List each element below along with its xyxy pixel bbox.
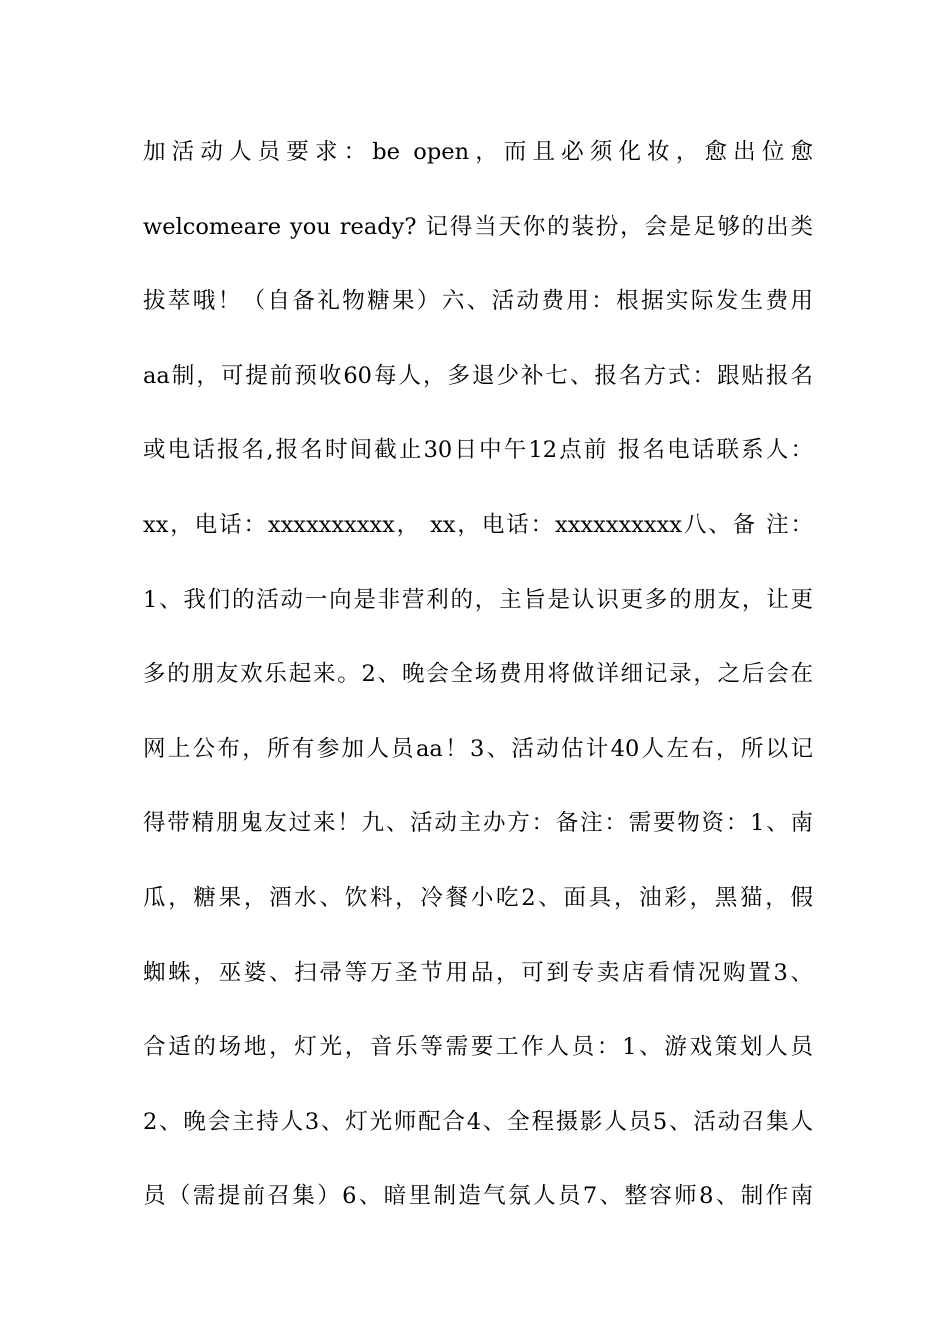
text-line: welcomeare you ready? 记得当天你的装扮，会是足够的出类 [143,213,813,240]
text-line: 瓜，糖果，酒水、饮料，冷餐小吃2、面具，油彩，黑猫，假 [143,884,813,911]
text-line: 拔萃哦！（自备礼物糖果）六、活动费用：根据实际发生费用 [143,288,813,315]
text-line: 多的朋友欢乐起来。2、晚会全场费用将做详细记录，之后会在 [143,661,813,688]
text-line: 或电话报名,报名时间截止30日中午12点前 报名电话联系人： [143,437,813,464]
text-line: 加活动人员要求：be open，而且必须化妆，愈出位愈 [143,139,813,165]
text-line: aa制，可提前预收60每人，多退少补七、报名方式：跟贴报名 [143,362,813,389]
text-line: 1、我们的活动一向是非营利的，主旨是认识更多的朋友，让更 [143,586,813,613]
text-line: 蜘蛛，巫婆、扫帚等万圣节用品，可到专卖店看情况购置3、 [143,959,813,986]
text-line: xx，电话：xxxxxxxxxx， xx，电话：xxxxxxxxxx八、备 注： [143,511,813,538]
text-line: 网上公布，所有参加人员aa！3、活动估计40人左右，所以记 [143,735,813,762]
text-line: 合适的场地，灯光，音乐等需要工作人员：1、游戏策划人员 [143,1034,813,1061]
text-line: 2、晚会主持人3、灯光师配合4、全程摄影人员5、活动召集人 [143,1108,813,1135]
body-text [143,128,813,1247]
text-line: 员（需提前召集）6、暗里制造气氛人员7、整容师8、制作南 [143,1183,813,1210]
text-line: 得带精朋鬼友过来！九、活动主办方：备注：需要物资：1、南 [143,810,813,837]
